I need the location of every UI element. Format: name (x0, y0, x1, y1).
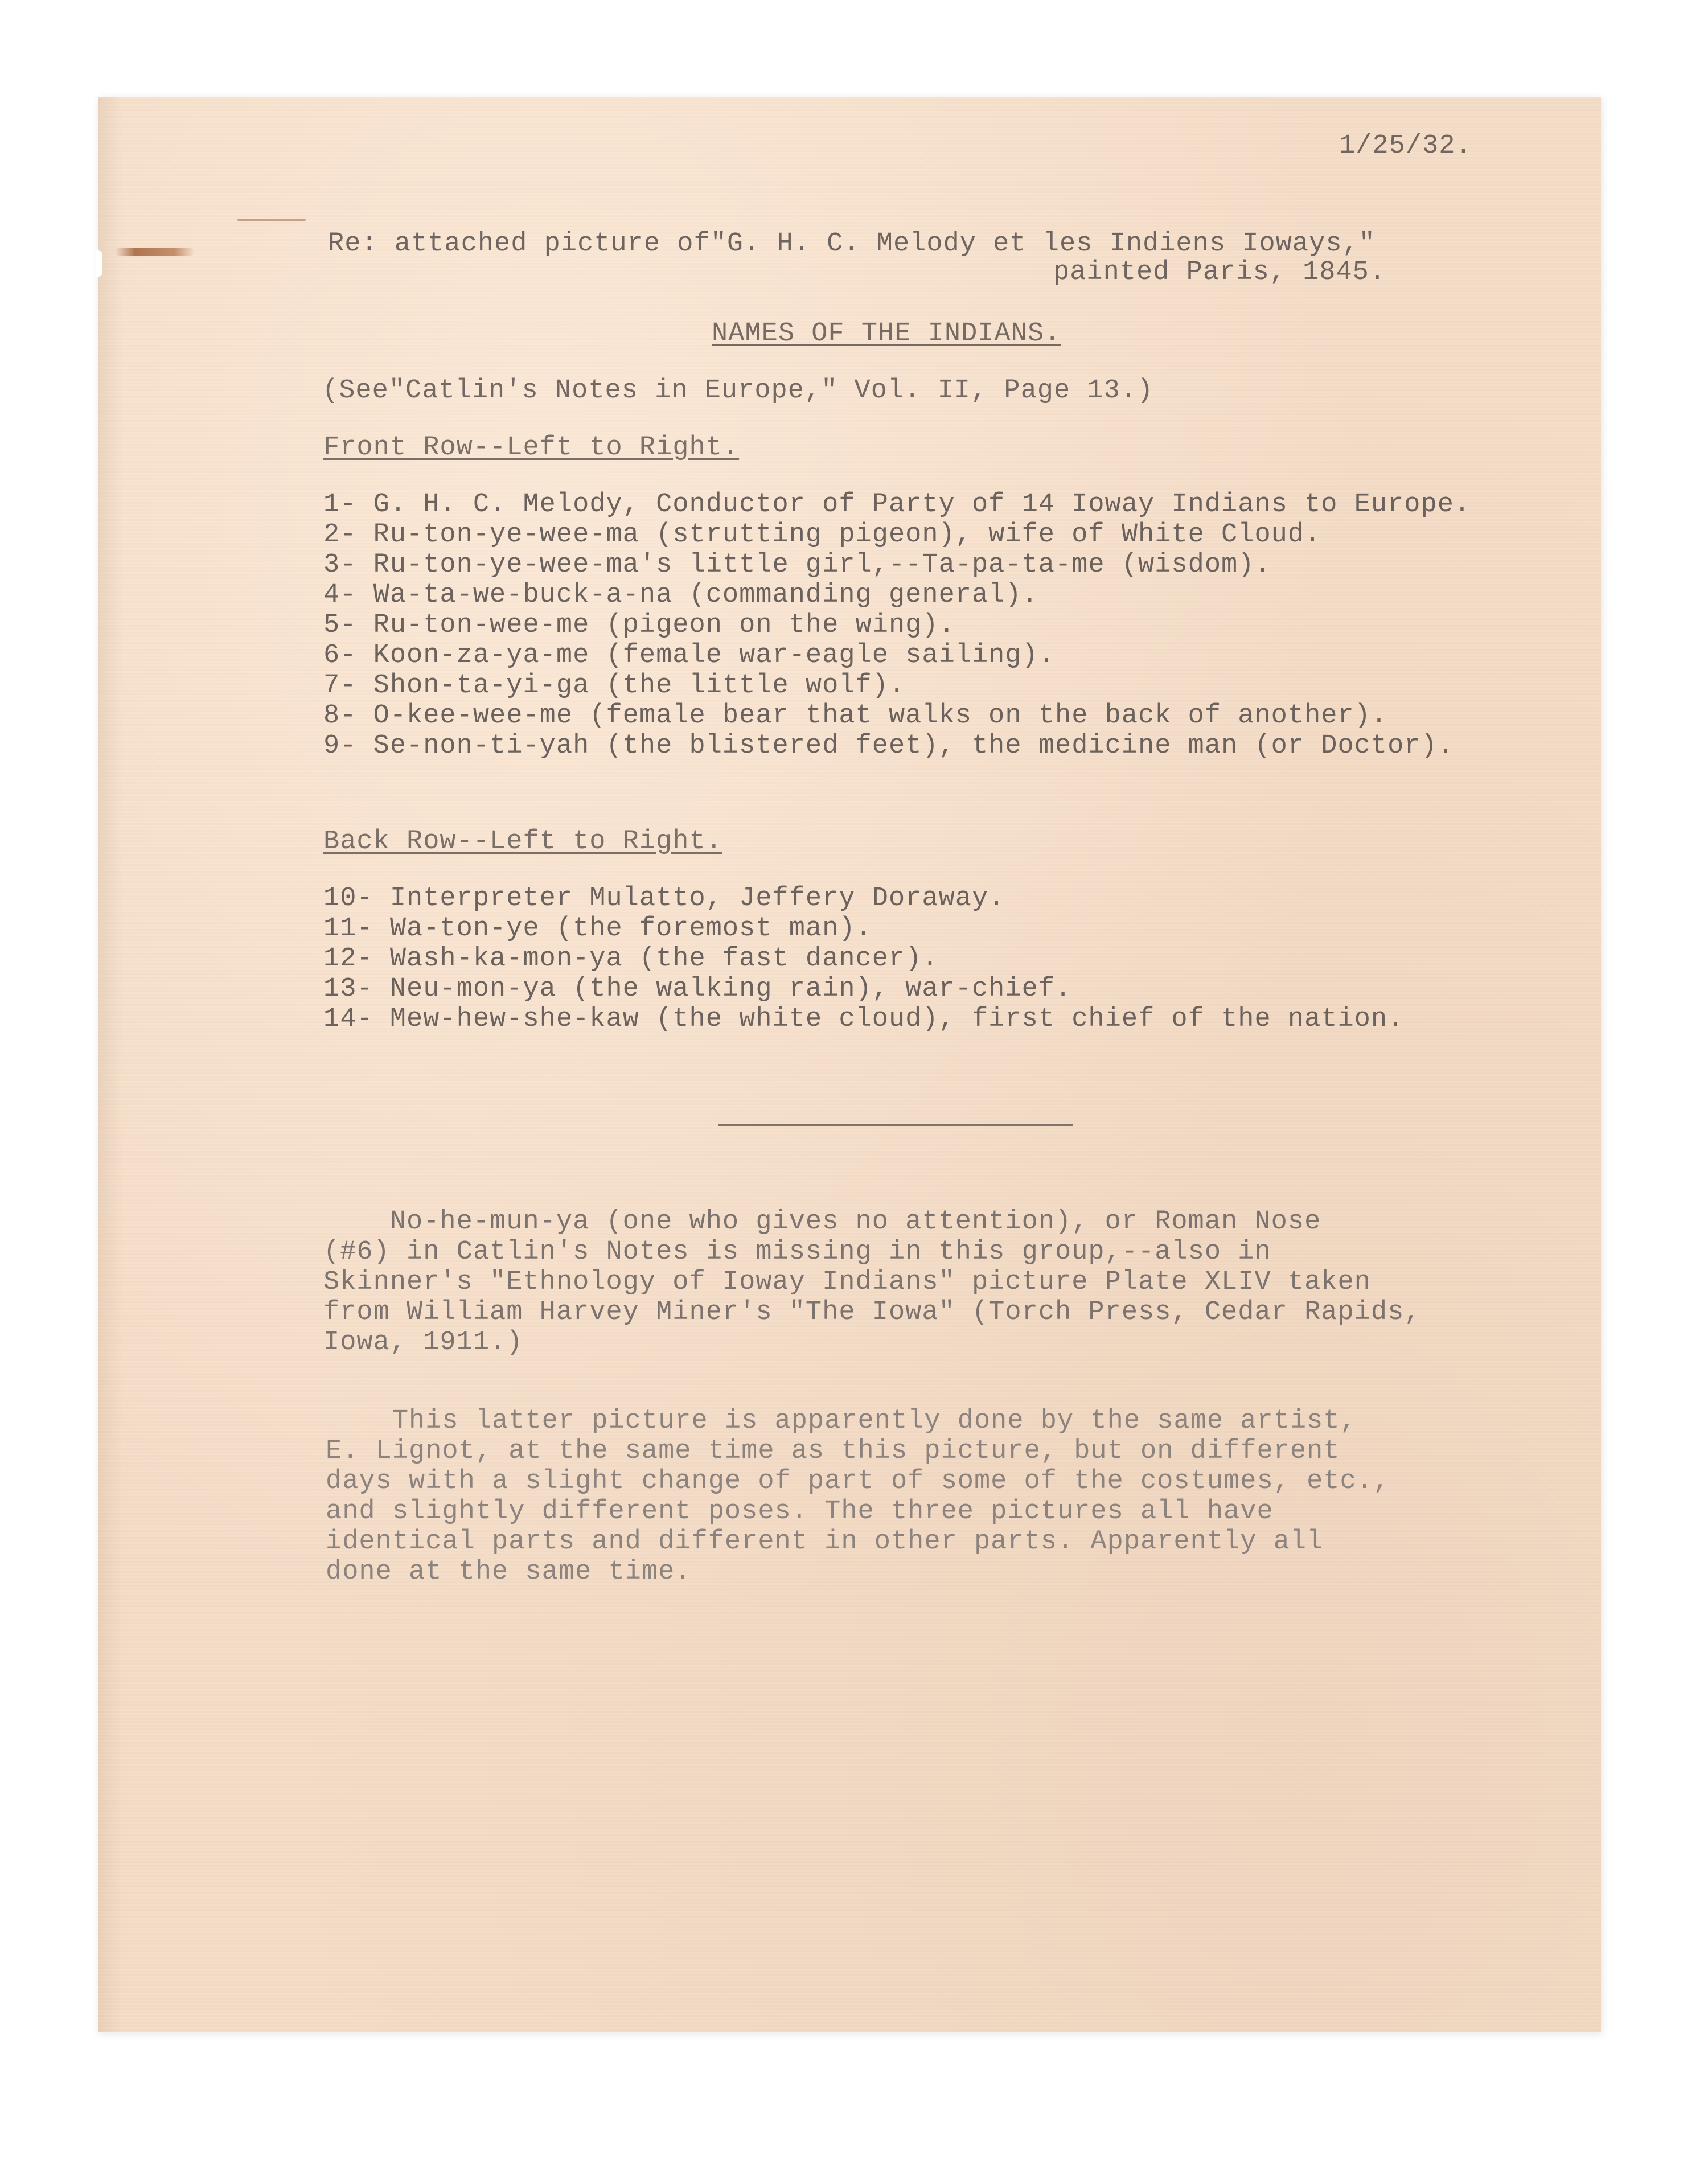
document-heading: NAMES OF THE INDIANS. (712, 319, 1061, 349)
reference-line: Re: attached picture of"G. H. C. Melody et les Indiens Ioways," (328, 229, 1376, 259)
paragraph-line: No-he-mun-ya (one who gives no attention), or Roman Nose (323, 1207, 1321, 1237)
reference-line-continued: painted Paris, 1845. (1053, 257, 1386, 287)
list-item: 12- Wash-ka-mon-ya (the fast dancer). (323, 944, 939, 974)
paragraph-line: (#6) in Catlin's Notes is missing in this group,--also in (323, 1237, 1271, 1267)
list-item: 1- G. H. C. Melody, Conductor of Party of 14 Ioway Indians to Europe. (323, 490, 1471, 520)
list-item: 3- Ru-ton-ye-wee-ma's little girl,--Ta-pa-ta-me (wisdom). (323, 550, 1271, 580)
typed-letter-page (98, 97, 1601, 2032)
paragraph-line: Skinner's "Ethnology of Ioway Indians" picture Plate XLIV taken (323, 1267, 1371, 1297)
paper-fold-crease (98, 97, 123, 2032)
paragraph-line: E. Lignot, at the same time as this picture, but on different (326, 1436, 1340, 1466)
list-item: 9- Se-non-ti-yah (the blistered feet), the medicine man (or Doctor). (323, 731, 1454, 761)
list-item: 10- Interpreter Mulatto, Jeffery Doraway. (323, 883, 1005, 914)
list-item: 7- Shon-ta-yi-ga (the little wolf). (323, 671, 906, 701)
note-paragraph-2 (326, 1406, 1390, 1587)
front-row-heading: Front Row--Left to Right. (323, 433, 740, 463)
paragraph-line: This latter picture is apparently done by the same artist, (326, 1406, 1357, 1436)
list-item: 2- Ru-ton-ye-wee-ma (strutting pigeon), wife of White Cloud. (323, 520, 1321, 550)
paragraph-line: done at the same time. (326, 1557, 692, 1587)
front-row-list (323, 490, 1471, 761)
list-item: 13- Neu-mon-ya (the walking rain), war-chief. (323, 974, 1072, 1004)
list-item: 11- Wa-ton-ye (the foremost man). (323, 914, 872, 944)
rust-stain (115, 248, 195, 256)
list-item: 4- Wa-ta-we-buck-a-na (commanding general). (323, 580, 1038, 610)
rust-stain-thin (237, 219, 306, 221)
source-note: (See"Catlin's Notes in Europe," Vol. II, Page 13.) (322, 376, 1154, 406)
back-row-list (323, 883, 1404, 1034)
back-row-heading: Back Row--Left to Right. (323, 827, 722, 857)
paragraph-line: days with a slight change of part of some of the costumes, etc., (326, 1466, 1390, 1497)
paragraph-line: identical parts and different in other parts. Apparently all (326, 1527, 1324, 1557)
list-item: 6- Koon-za-ya-me (female war-eagle sailing). (323, 640, 1056, 671)
note-paragraph-1 (323, 1207, 1421, 1358)
list-item: 8- O-kee-wee-me (female bear that walks on the back of another). (323, 701, 1388, 731)
section-divider (718, 1124, 1073, 1126)
list-item: 14- Mew-hew-she-kaw (the white cloud), first chief of the nation. (323, 1004, 1405, 1034)
paper-edge-notch (96, 250, 102, 277)
paragraph-line: Iowa, 1911.) (323, 1327, 523, 1358)
document-date: 1/25/32. (1339, 131, 1472, 161)
paragraph-line: from William Harvey Miner's "The Iowa" (Torch Press, Cedar Rapids, (323, 1297, 1421, 1327)
paragraph-line: and slightly different poses. The three pictures all have (326, 1497, 1274, 1527)
list-item: 5- Ru-ton-wee-me (pigeon on the wing). (323, 610, 955, 640)
